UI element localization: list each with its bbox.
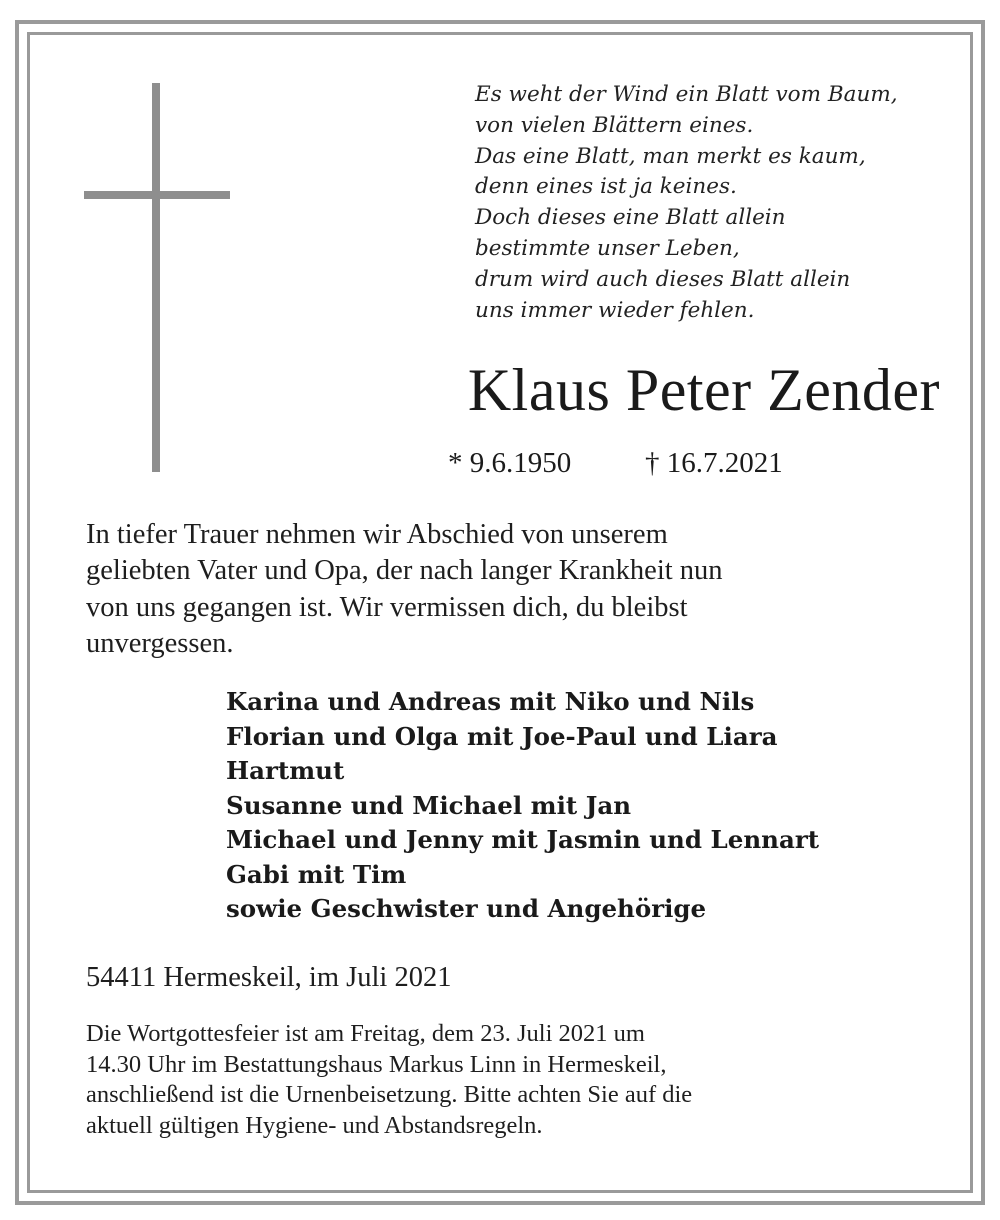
mourners-list bbox=[226, 685, 819, 927]
mourner: Karina und Andreas mit Niko und Nils bbox=[226, 687, 755, 716]
service-line: anschließend ist die Urnenbeisetzung. Bitte achten Sie auf die bbox=[86, 1081, 693, 1108]
mourner: Susanne und Michael mit Jan bbox=[226, 790, 632, 820]
mourner: Gabi mit Tim bbox=[226, 859, 407, 889]
death-date: † 16.7.2021 bbox=[645, 447, 783, 479]
mourning-line: In tiefer Trauer nehmen wir Abschied von unserem bbox=[86, 519, 668, 550]
deceased-name: Klaus Peter Zender bbox=[467, 357, 940, 423]
poem-line: von vielen Blättern eines. bbox=[475, 112, 754, 138]
poem-line: Doch dieses eine Blatt allein bbox=[475, 205, 786, 231]
mourning-line: geliebten Vater und Opa, der nach langer Krankheit nun bbox=[86, 555, 723, 587]
service-line: Die Wortgottesfeier ist am Freitag, dem 23. Juli 2021 um bbox=[86, 1020, 645, 1047]
place-date: 54411 Hermeskeil, im Juli 2021 bbox=[86, 962, 452, 993]
poem bbox=[475, 80, 955, 326]
service-line: 14.30 Uhr im Bestattungshaus Markus Linn in Hermeskeil, bbox=[86, 1050, 667, 1078]
poem-line: bestimmte unser Leben, bbox=[475, 235, 740, 261]
poem-line: uns immer wieder fehlen. bbox=[475, 297, 755, 323]
mourning-text bbox=[86, 517, 946, 662]
mourning-line: von uns gegangen ist. Wir vermissen dich, du bleibst bbox=[86, 591, 688, 623]
cross-icon-crossbar bbox=[84, 191, 230, 199]
poem-line: Es weht der Wind ein Blatt vom Baum, bbox=[475, 82, 898, 107]
mourner: Michael und Jenny mit Jasmin und Lennart bbox=[226, 825, 820, 854]
birth-date: * 9.6.1950 bbox=[448, 447, 572, 479]
poem-line: drum wird auch dieses Blatt allein bbox=[475, 266, 851, 292]
service-line: aktuell gültigen Hygiene- und Abstandsregeln. bbox=[86, 1111, 543, 1139]
mourner: Hartmut bbox=[226, 756, 345, 785]
service-info bbox=[86, 1019, 956, 1141]
mourner: Florian und Olga mit Joe-Paul und Liara bbox=[226, 721, 778, 751]
mourner: sowie Geschwister und Angehörige bbox=[226, 894, 707, 923]
cross-icon bbox=[152, 83, 160, 472]
poem-line: Das eine Blatt, man merkt es kaum, bbox=[475, 143, 866, 169]
mourning-line: unvergessen. bbox=[86, 627, 234, 659]
poem-line: denn eines ist ja keines. bbox=[475, 174, 737, 200]
